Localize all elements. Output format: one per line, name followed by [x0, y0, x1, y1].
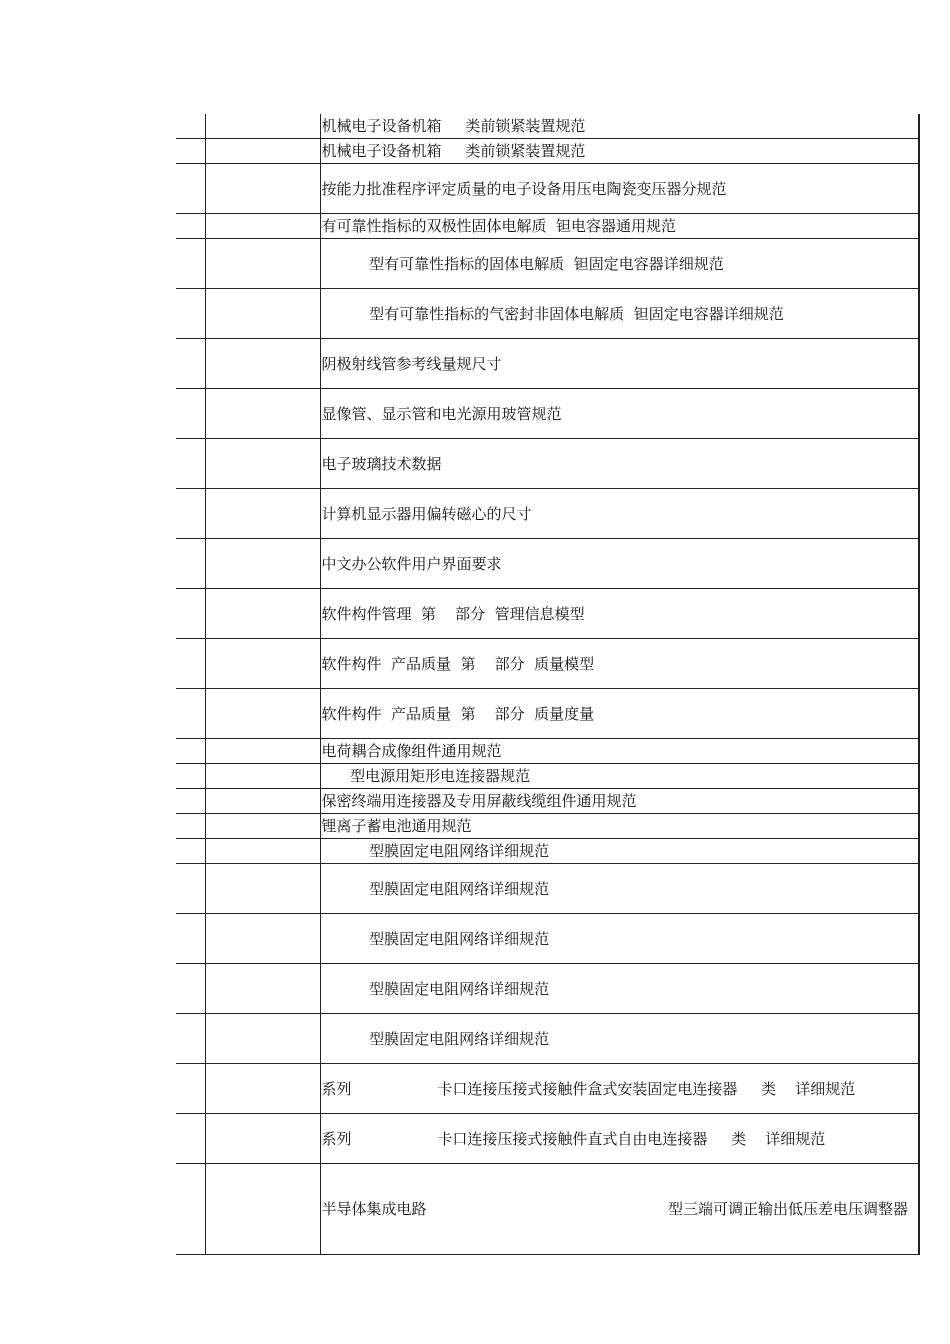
standard-title-cell — [320, 1164, 919, 1255]
row-number-cell — [176, 789, 205, 814]
table-row — [176, 114, 919, 139]
row-number-cell — [176, 864, 205, 914]
table-row — [176, 764, 919, 789]
standard-title-cell: 系列 卡口连接压接式接触件直式自由电连接器 类 详细规范 — [320, 1114, 919, 1164]
row-number-cell — [176, 689, 205, 739]
table-row — [176, 389, 919, 439]
row-number-cell — [176, 839, 205, 864]
table-row — [176, 289, 919, 339]
row-number-cell — [176, 114, 205, 139]
standard-code-cell — [205, 739, 320, 764]
table-row — [176, 1064, 919, 1114]
table-row — [176, 139, 919, 164]
table-row — [176, 639, 919, 689]
row-number-cell — [176, 1114, 205, 1164]
standard-title-cell: 机械电子设备机箱 类前锁紧装置规范 — [320, 139, 919, 164]
standard-title-cell: 型膜固定电阻网络详细规范 — [320, 914, 919, 964]
row-number-cell — [176, 389, 205, 439]
standard-code-cell — [205, 639, 320, 689]
standard-code-cell — [205, 1114, 320, 1164]
standard-title-right: 型三端可调正输出低压差电压调整器 — [667, 1200, 908, 1218]
standard-code-cell — [205, 589, 320, 639]
row-number-cell — [176, 914, 205, 964]
table-row — [176, 839, 919, 864]
table-row — [176, 739, 919, 764]
row-number-cell — [176, 1064, 205, 1114]
standard-title-cell: 机械电子设备机箱 类前锁紧装置规范 — [320, 114, 919, 139]
standard-code-cell — [205, 1164, 320, 1255]
standard-code-cell — [205, 489, 320, 539]
table-row — [176, 214, 919, 239]
standard-code-cell — [205, 339, 320, 389]
row-number-cell — [176, 489, 205, 539]
row-number-cell — [176, 289, 205, 339]
standards-table — [176, 114, 920, 1255]
row-number-cell — [176, 339, 205, 389]
table-row — [176, 964, 919, 1014]
standard-title-cell: 软件构件 产品质量 第 部分 质量模型 — [320, 639, 919, 689]
standard-code-cell — [205, 1014, 320, 1064]
standard-title-cell: 型膜固定电阻网络详细规范 — [320, 864, 919, 914]
table-row — [176, 489, 919, 539]
table-row — [176, 339, 919, 389]
standard-code-cell — [205, 139, 320, 164]
table-row — [176, 164, 919, 214]
standard-title-cell: 系列 卡口连接压接式接触件盒式安装固定电连接器 类 详细规范 — [320, 1064, 919, 1114]
standard-title-cell: 按能力批准程序评定质量的电子设备用压电陶瓷变压器分规范 — [320, 164, 919, 214]
standard-title-cell: 保密终端用连接器及专用屏蔽线缆组件通用规范 — [320, 789, 919, 814]
standard-code-cell — [205, 389, 320, 439]
standard-title-cell: 阴极射线管参考线量规尺寸 — [320, 339, 919, 389]
standard-title-cell: 型有可靠性指标的固体电解质 钽固定电容器详细规范 — [320, 239, 919, 289]
standard-title-cell: 显像管、显示管和电光源用玻管规范 — [320, 389, 919, 439]
row-number-cell — [176, 539, 205, 589]
standard-code-cell — [205, 764, 320, 789]
standard-code-cell — [205, 689, 320, 739]
standard-code-cell — [205, 814, 320, 839]
standard-code-cell — [205, 1064, 320, 1114]
table-row-last — [176, 1164, 919, 1255]
row-number-cell — [176, 589, 205, 639]
standard-title-cell: 软件构件 产品质量 第 部分 质量度量 — [320, 689, 919, 739]
standard-title-cell: 计算机显示器用偏转磁心的尺寸 — [320, 489, 919, 539]
standard-title-cell: 电荷耦合成像组件通用规范 — [320, 739, 919, 764]
standard-title-cell: 有可靠性指标的双极性固体电解质 钽电容器通用规范 — [320, 214, 919, 239]
standard-code-cell — [205, 539, 320, 589]
row-number-cell — [176, 1164, 205, 1255]
table-row — [176, 814, 919, 839]
standard-code-cell — [205, 864, 320, 914]
standard-code-cell — [205, 789, 320, 814]
standard-title-cell: 锂离子蓄电池通用规范 — [320, 814, 919, 839]
standard-code-cell — [205, 439, 320, 489]
table-row — [176, 914, 919, 964]
standard-code-cell — [205, 289, 320, 339]
table-row — [176, 1014, 919, 1064]
row-number-cell — [176, 239, 205, 289]
table-row — [176, 439, 919, 489]
row-number-cell — [176, 1014, 205, 1064]
row-number-cell — [176, 764, 205, 789]
standard-title-cell: 型膜固定电阻网络详细规范 — [320, 964, 919, 1014]
row-number-cell — [176, 739, 205, 764]
standards-table-body — [176, 114, 919, 1255]
row-number-cell — [176, 214, 205, 239]
standard-code-cell — [205, 164, 320, 214]
table-row — [176, 239, 919, 289]
standard-title-cell: 型有可靠性指标的气密封非固体电解质 钽固定电容器详细规范 — [320, 289, 919, 339]
table-row — [176, 539, 919, 589]
standard-title-cell: 型电源用矩形电连接器规范 — [320, 764, 919, 789]
standard-title-cell: 型膜固定电阻网络详细规范 — [320, 1014, 919, 1064]
table-row — [176, 689, 919, 739]
table-row — [176, 1114, 919, 1164]
standard-title-cell: 电子玻璃技术数据 — [320, 439, 919, 489]
row-number-cell — [176, 639, 205, 689]
standard-code-cell — [205, 839, 320, 864]
standard-title-left: 半导体集成电路 — [321, 1200, 427, 1218]
table-row — [176, 864, 919, 914]
row-number-cell — [176, 964, 205, 1014]
row-number-cell — [176, 164, 205, 214]
row-number-cell — [176, 439, 205, 489]
row-number-cell — [176, 139, 205, 164]
standard-title-cell: 中文办公软件用户界面要求 — [320, 539, 919, 589]
standard-code-cell — [205, 914, 320, 964]
table-row — [176, 789, 919, 814]
table-row — [176, 589, 919, 639]
standard-code-cell — [205, 214, 320, 239]
row-number-cell — [176, 814, 205, 839]
standard-title-cell: 软件构件管理 第 部分 管理信息模型 — [320, 589, 919, 639]
standard-code-cell — [205, 964, 320, 1014]
standard-code-cell — [205, 239, 320, 289]
standard-title-cell: 型膜固定电阻网络详细规范 — [320, 839, 919, 864]
standard-code-cell — [205, 114, 320, 139]
